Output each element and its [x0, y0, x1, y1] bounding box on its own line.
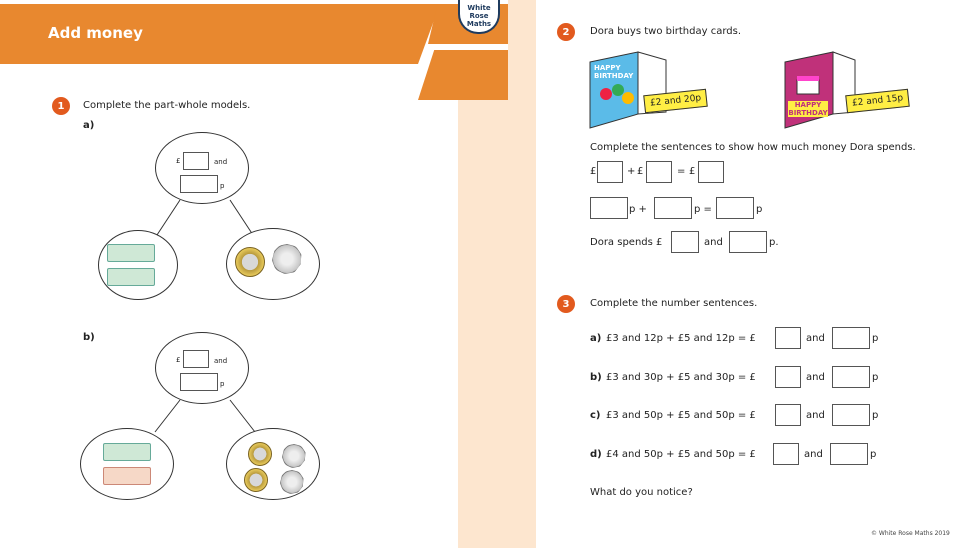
q1-prompt: Complete the part-whole models.	[83, 100, 251, 111]
q3-expression: £3 and 30p + £5 and 30p = £	[606, 372, 756, 383]
card2-text: HAPPY BIRTHDAY	[788, 101, 828, 117]
q3-notice-question: What do you notice?	[590, 487, 693, 498]
and-label: and	[806, 410, 825, 421]
q2-prompt: Dora buys two birthday cards.	[590, 26, 741, 37]
q3-expression: £3 and 50p + £5 and 50p = £	[606, 410, 756, 421]
question-2-badge: 2	[557, 23, 575, 41]
two-pound-coin	[235, 247, 265, 277]
q3-pence-box[interactable]	[832, 366, 870, 388]
and-label: and	[806, 333, 825, 344]
pence-plus-label: p +	[629, 204, 647, 215]
q3-prompt: Complete the number sentences.	[590, 298, 758, 309]
pence-label: p	[756, 204, 763, 215]
q3-pounds-box[interactable]	[775, 327, 801, 349]
card1-text: HAPPY BIRTHDAY	[594, 64, 634, 80]
side-strip	[508, 0, 536, 548]
plus-sign: +	[627, 166, 636, 177]
equals-sign: =	[677, 166, 686, 177]
q3-expression: £4 and 50p + £5 and 50p = £	[606, 449, 756, 460]
pence-answer-box-a[interactable]	[180, 175, 218, 193]
q2-answer-box[interactable]	[597, 161, 623, 183]
pence-label: p	[220, 380, 225, 388]
pence-label: p	[872, 333, 879, 344]
q3-expression: £3 and 12p + £5 and 12p = £	[606, 333, 756, 344]
dora-spends-label: Dora spends £	[590, 237, 663, 248]
five-pound-note	[103, 443, 151, 461]
q3-item-label: a)	[590, 333, 602, 344]
pound-sign: £	[590, 166, 597, 177]
and-label: and	[806, 372, 825, 383]
pound-sign: £	[637, 166, 644, 177]
pence-label: p.	[769, 237, 779, 248]
five-pound-note	[107, 244, 155, 262]
pence-label: p	[220, 182, 225, 190]
pound-sign: £	[689, 166, 696, 177]
five-pound-note	[107, 268, 155, 286]
q2-answer-box[interactable]	[671, 231, 699, 253]
question-3-badge: 3	[557, 295, 575, 313]
white-rose-maths-logo: White Rose Maths	[458, 0, 500, 34]
whole-circle-b	[155, 332, 249, 404]
right-worksheet-page	[508, 0, 975, 548]
q2-answer-box[interactable]	[698, 161, 724, 183]
q3-pence-box[interactable]	[832, 327, 870, 349]
and-label: and	[214, 357, 228, 365]
birthday-card-balloons	[588, 50, 748, 130]
pence-label: p	[870, 449, 877, 460]
q2-answer-box[interactable]	[716, 197, 754, 219]
q2-answer-box[interactable]	[646, 161, 672, 183]
and-label: and	[214, 158, 228, 166]
two-pound-coin	[244, 468, 268, 492]
and-label: and	[704, 237, 723, 248]
pounds-answer-box-b[interactable]	[183, 350, 209, 368]
two-pound-coin	[248, 442, 272, 466]
pound-sign: £	[176, 157, 181, 165]
part-circle-b-coins	[226, 428, 320, 500]
q2-answer-box[interactable]	[590, 197, 628, 219]
and-label: and	[804, 449, 823, 460]
q3-pounds-box[interactable]	[775, 404, 801, 426]
q3-item-label: c)	[590, 410, 601, 421]
pence-label: p	[872, 372, 879, 383]
ten-pound-note	[103, 467, 151, 485]
card1-price-tag: £2 and 20p	[643, 89, 708, 114]
birthday-card-cake	[783, 50, 943, 130]
q2-answer-box[interactable]	[729, 231, 767, 253]
q2-answer-box[interactable]	[654, 197, 692, 219]
pence-equals-label: p =	[694, 204, 712, 215]
card2-price-tag: £2 and 15p	[845, 89, 910, 114]
part-circle-a-notes	[98, 230, 178, 300]
pence-answer-box-b[interactable]	[180, 373, 218, 391]
q3-pence-box[interactable]	[830, 443, 868, 465]
part-circle-b-notes	[80, 428, 174, 500]
copyright-footer: © White Rose Maths 2019	[871, 530, 950, 537]
q1-part-a-label: a)	[83, 120, 95, 131]
page-title: Add money	[48, 24, 143, 42]
q1-part-b-label: b)	[83, 332, 95, 343]
q3-item-label: d)	[590, 449, 602, 460]
q3-pounds-box[interactable]	[775, 366, 801, 388]
pounds-answer-box-a[interactable]	[183, 152, 209, 170]
q3-pence-box[interactable]	[832, 404, 870, 426]
pence-label: p	[872, 410, 879, 421]
pound-sign: £	[176, 356, 181, 364]
side-strip	[458, 100, 508, 548]
q3-item-label: b)	[590, 372, 602, 383]
q3-pounds-box[interactable]	[773, 443, 799, 465]
question-1-badge: 1	[52, 97, 70, 115]
q2-instruction: Complete the sentences to show how much money Dora spends.	[590, 142, 916, 153]
